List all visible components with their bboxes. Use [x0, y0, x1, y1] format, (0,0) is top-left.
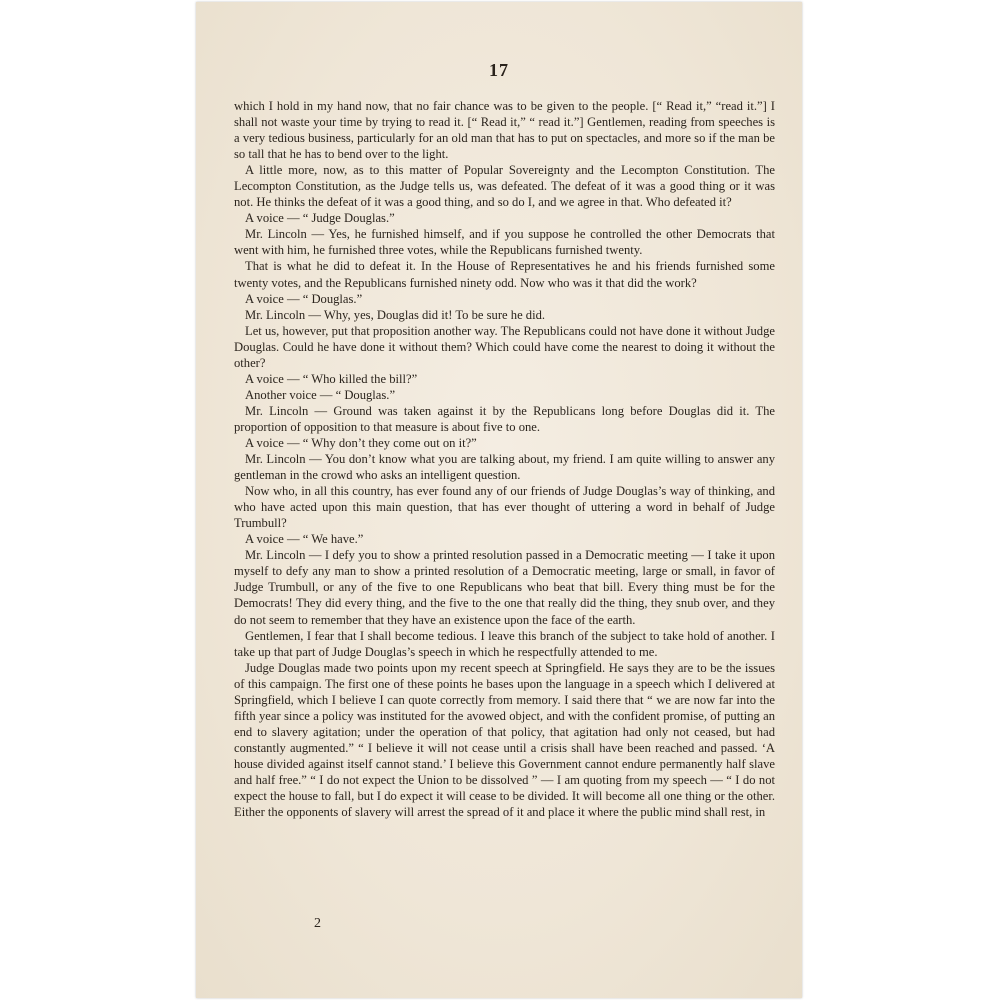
paragraph: A voice — “ Who killed the bill?”	[245, 371, 418, 386]
paragraph: Gentlemen, I fear that I shall become tedious. I leave this branch of the subject to take hold of another. I take up that part of Judge Douglas’s speech in which he respectfully attended to me.	[234, 628, 775, 659]
paragraph: Let us, however, put that proposition another way. The Republicans could not have done it without Judge Douglas. Could he have done it without them? Which could have come the nearest to doing it without the other?	[234, 323, 775, 370]
paragraph: A voice — “ Judge Douglas.”	[245, 211, 395, 226]
page-body-text	[234, 98, 775, 820]
paragraph: Mr. Lincoln — You don’t know what you are talking about, my friend. I am quite willing to answer any gentleman in the crowd who asks an intelligent question.	[234, 452, 775, 483]
paragraph: Judge Douglas made two points upon my recent speech at Springfield. He says they are to be the issues of this campaign. The first one of these points he bases upon the language in a speech which I delivered at Springfield, which I believe I can quote correctly from memory. I said there that “ we are now far into the fifth year since a policy was instituted for the avowed object, and with the confident promise, of putting an end to slavery agitation; under the operation of that policy, that agitation had only not ceased, but had constantly augmented.” “ I believe it will not cease until a crisis shall have been reached and passed. ‘A house divided against itself cannot stand.’ I believe this Government cannot endure permanently half slave and half free.” “ I do not expect the Union to be dissolved ” — I am quoting from my speech — “ I do not expect the house to fall, but I do expect it will cease to be divided. It will become all one thing or the other. Either the opponents of slavery will arrest the spread of it and place it where the public mind shall rest, in	[234, 660, 775, 820]
paragraph: A voice — “ Douglas.”	[245, 291, 363, 306]
paragraph: Now who, in all this country, has ever found any of our friends of Judge Douglas’s way of thinking, and who have acted upon this main question, that has ever thought of uttering a word in behalf of Judge Trumbull?	[234, 484, 775, 531]
paragraph: A voice — “ We have.”	[245, 532, 364, 547]
paragraph: A voice — “ Why don’t they come out on it?”	[245, 435, 477, 450]
book-page	[196, 2, 802, 998]
signature-mark: 2	[314, 916, 321, 931]
paragraph: That is what he did to defeat it. In the House of Representatives he and his friends furnished some twenty votes, and the Republicans furnished ninety odd. Now who was it that did the work?	[234, 259, 775, 290]
page-number: 17	[489, 60, 509, 80]
paragraph: A little more, now, as to this matter of Popular Sovereignty and the Lecompton Constitution. The Lecompton Constitution, as the Judge tells us, was defeated. The defeat of it was a good thing or it was not. He thinks the defeat of it was a good thing, and so do I, and we agree in that. Who defeated it?	[234, 163, 775, 210]
paragraph: Mr. Lincoln — I defy you to show a printed resolution passed in a Democratic meeting — I take it upon myself to defy any man to show a printed resolution of a Democratic meeting, large or small, in favor of Judge Trumbull, or any of the five to one Republicans who beat that bill. Every thing must be for the Democrats! They did every thing, and the five to the one that really did the thing, they snub over, and they do not seem to remember that they have an existence upon the face of the earth.	[234, 548, 775, 627]
paragraph: Another voice — “ Douglas.”	[245, 387, 396, 402]
paragraph: Mr. Lincoln — Ground was taken against it by the Republicans long before Douglas did it. The proportion of opposition to that measure is about five to one.	[234, 403, 775, 434]
paragraph: which I hold in my hand now, that no fair chance was to be given to the people. [“ Read it,” “read it.”] I shall not waste your time by trying to read it. [“ Read it,” “ read it.”] Gentlemen, reading from speeches is a very tedious business, particularly for an old man that has to put on spectacles, and more so if the man be so tall that he has to bend over to the light.	[234, 99, 775, 162]
paragraph: Mr. Lincoln — Why, yes, Douglas did it! To be sure he did.	[245, 307, 546, 322]
paragraph: Mr. Lincoln — Yes, he furnished himself, and if you suppose he controlled the other Democrats that went with him, he furnished three votes, while the Republicans furnished twenty.	[234, 227, 775, 258]
